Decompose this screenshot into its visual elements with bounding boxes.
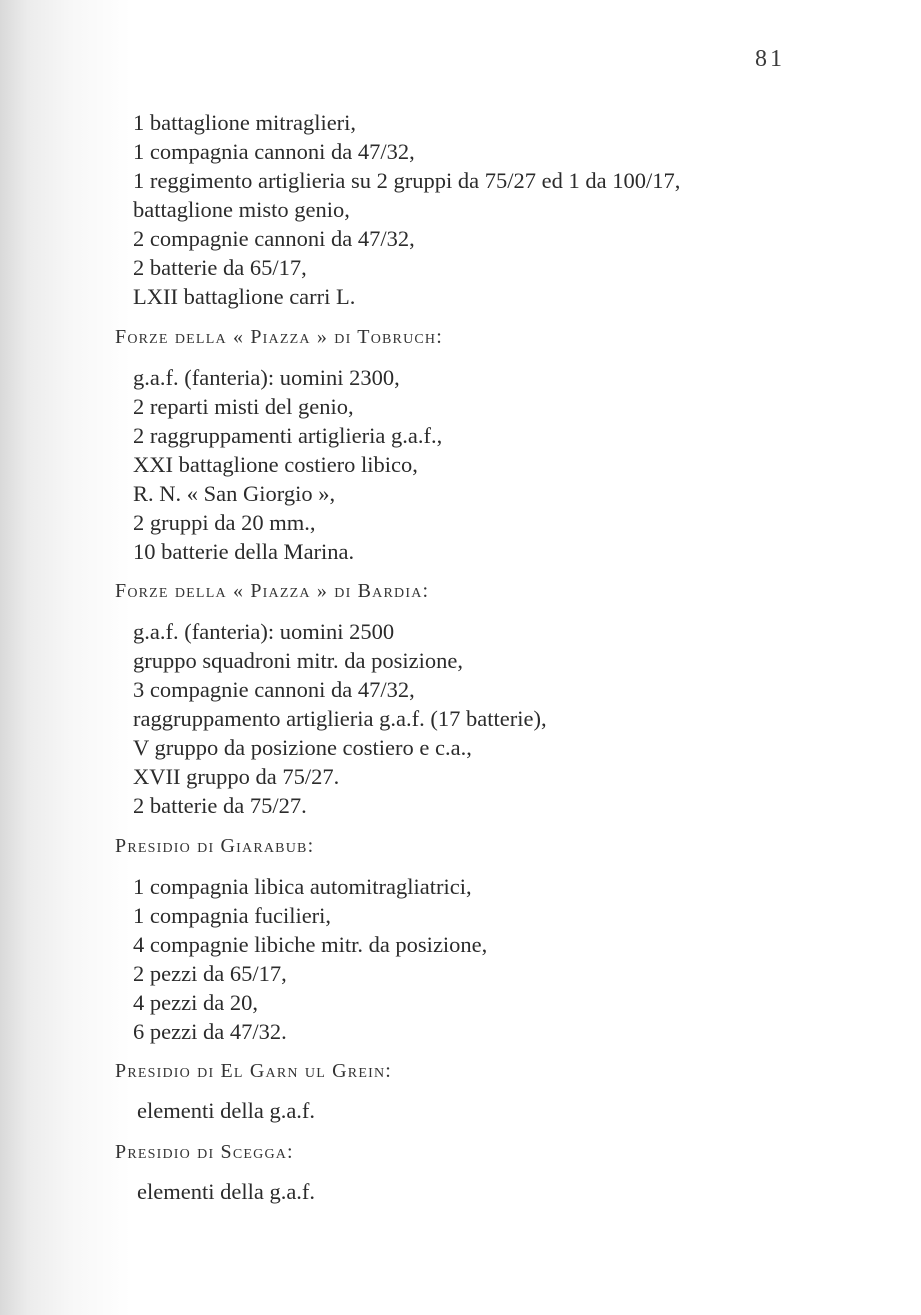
list-item: V gruppo da posizione costiero e c.a., bbox=[133, 735, 472, 760]
list-item: LXII battaglione carri L. bbox=[133, 284, 356, 309]
list-item: 1 reggimento artiglieria su 2 gruppi da 75/27 ed 1 da 100/17, bbox=[133, 168, 681, 193]
list-item: 2 gruppi da 20 mm., bbox=[133, 510, 316, 535]
list-item: R. N. « San Giorgio », bbox=[133, 481, 336, 506]
list-item: 4 compagnie libiche mitr. da posizione, bbox=[133, 932, 488, 957]
list-item: 10 batterie della Marina. bbox=[133, 539, 355, 564]
list-item: 2 batterie da 65/17, bbox=[133, 255, 307, 280]
section-heading-tobruch: Forze della « Piazza » di Tobruch: bbox=[115, 326, 443, 348]
list-item: 1 compagnia fucilieri, bbox=[133, 903, 332, 928]
section-heading-el-garn-ul-grein: Presidio di El Garn ul Grein: bbox=[115, 1060, 393, 1082]
list-item: g.a.f. (fanteria): uomini 2500 bbox=[133, 619, 395, 644]
page-number: 81 bbox=[755, 46, 785, 72]
list-item: 1 compagnia libica automitragliatrici, bbox=[133, 874, 472, 899]
list-item: 2 pezzi da 65/17, bbox=[133, 961, 287, 986]
list-item: g.a.f. (fanteria): uomini 2300, bbox=[133, 365, 400, 390]
list-item: 2 compagnie cannoni da 47/32, bbox=[133, 226, 415, 251]
list-item: 4 pezzi da 20, bbox=[133, 990, 258, 1015]
list-item: 2 raggruppamenti artiglieria g.a.f., bbox=[133, 423, 443, 448]
section-heading-giarabub: Presidio di Giarabub: bbox=[115, 835, 315, 857]
list-item: 6 pezzi da 47/32. bbox=[133, 1019, 287, 1044]
list-item: elementi della g.a.f. bbox=[137, 1098, 316, 1123]
list-item: elementi della g.a.f. bbox=[137, 1179, 316, 1204]
section-heading-scegga: Presidio di Scegga: bbox=[115, 1141, 294, 1163]
section-heading-bardia: Forze della « Piazza » di Bardia: bbox=[115, 580, 430, 602]
list-item: 1 compagnia cannoni da 47/32, bbox=[133, 139, 415, 164]
list-item: 3 compagnie cannoni da 47/32, bbox=[133, 677, 415, 702]
list-item: 2 reparti misti del genio, bbox=[133, 394, 354, 419]
list-item: XVII gruppo da 75/27. bbox=[133, 764, 340, 789]
list-item: 2 batterie da 75/27. bbox=[133, 793, 307, 818]
list-item: XXI battaglione costiero libico, bbox=[133, 452, 418, 477]
list-item: battaglione misto genio, bbox=[133, 197, 350, 222]
list-item: raggruppamento artiglieria g.a.f. (17 batterie), bbox=[133, 706, 547, 731]
list-item: gruppo squadroni mitr. da posizione, bbox=[133, 648, 463, 673]
list-item: 1 battaglione mitraglieri, bbox=[133, 110, 357, 135]
